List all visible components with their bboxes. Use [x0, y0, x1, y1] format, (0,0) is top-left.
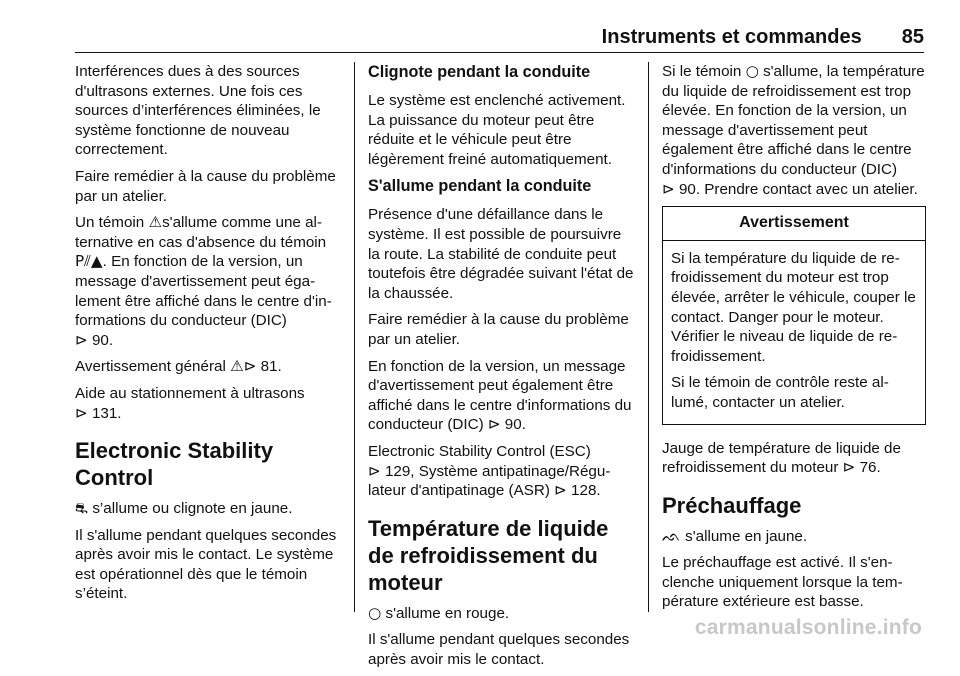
paragraph: Si le témoin ○ s'allume, la température du liquide de refroidissement est trop élevée. En fonction de la version, un message d'avertissement peut également être affiché dans le centre d'informations du conducteur (DIC) ⊳ 90. Prendre contact avec un atelier.	[662, 62, 925, 198]
page-reference[interactable]: ⊳ 128.	[554, 482, 601, 500]
warning-box-body	[663, 241, 925, 424]
glow-plug-icon: ᨒ	[662, 526, 681, 545]
paragraph: Un témoin ⚠s'allume comme une alternative en cas d'absence du témoin P⫽▲. En fonction de la version, un message d'avertissement peut également être affiché dans le centre d'informations du conducteur (DIC) ⊳ 90.	[75, 213, 332, 349]
warning-box	[662, 206, 926, 424]
paragraph: Il s'allume pendant quelques secondes après avoir mis le contact.	[368, 631, 630, 668]
column-2	[368, 62, 634, 676]
paragraph: ᨒ s'allume en jaune.	[662, 526, 808, 545]
coolant-temperature-icon: ○	[368, 603, 382, 622]
column-divider	[354, 62, 355, 612]
section-heading: Préchauffage	[662, 492, 802, 518]
coolant-temperature-icon: ○	[745, 62, 759, 80]
page-header	[75, 26, 924, 53]
paragraph: En fonction de la version, un message d'avertissement peut également être affiché dans le centre d'informations du conducteur (DIC) ⊳ 90.	[368, 357, 632, 434]
paragraph: Avertissement général ⚠⊳ 81.	[75, 357, 282, 376]
paragraph: Si la température du liquide de refroidissement du moteur est trop élevée, arrêter le véhicule, couper le contact. Danger pour le moteur. Vérifier le niveau de liquide de refroidissement.	[671, 249, 916, 365]
chapter-title: Instruments et commandes	[601, 26, 862, 48]
watermark: carmanualsonline.info	[694, 616, 922, 639]
warning-box-title: Avertissement	[663, 207, 925, 241]
column-1	[75, 62, 343, 611]
paragraph: Jauge de température de liquide de refroidissement du moteur ⊳ 76.	[662, 439, 901, 477]
paragraph: Présence d'une défaillance dans le système. Il est possible de poursuivre la route. La stabilité de conduite peut toutefois être dégradée suivant l'état de la chaussée.	[368, 206, 634, 302]
esc-skid-car-icon: ⛐	[75, 499, 89, 518]
page-reference[interactable]: ⊳ 76.	[842, 459, 881, 477]
paragraph: Le système est enclenché activement. La puissance du moteur peut être réduite et le véhicule peut être légèrement freiné automatiquement.	[368, 92, 626, 168]
paragraph: Faire remédier à la cause du problème par un atelier.	[75, 167, 336, 205]
paragraph: Le préchauffage est activé. Il s'enclenche uniquement lorsque la température extérieure est basse.	[662, 554, 903, 611]
paragraph: Il s'allume pendant quelques secondes après avoir mis le contact. Le système est opérationnel dès que le témoin s’éteint.	[75, 526, 337, 603]
subsection-heading: Clignote pendant la conduite	[368, 63, 591, 81]
subsection-heading: S'allume pendant la conduite	[368, 177, 592, 196]
section-heading: Electronic Stability Control	[75, 438, 274, 491]
section-heading: Température de liquide de refroidissement du moteur	[368, 515, 609, 595]
page-reference[interactable]: ⊳ 90. Prendre contact avec un atelier.	[662, 180, 918, 198]
page-number: 85	[901, 26, 924, 48]
parking-sensor-icon: P⫽▲	[75, 252, 103, 271]
page-reference[interactable]: ⊳ 131.	[75, 404, 122, 422]
paragraph: Si le témoin de contrôle reste allumé, contacter un atelier.	[671, 374, 889, 411]
column-divider	[648, 62, 649, 612]
paragraph: Interférences dues à des sources d'ultrasons externes. Une fois ces sources d’interférences éliminées, le système fonctionne de nouveau correctement.	[75, 63, 321, 159]
paragraph: Aide au stationnement à ultrasons ⊳ 131.	[75, 384, 305, 422]
paragraph: ○ s'allume en rouge.	[368, 603, 510, 622]
paragraph: Electronic Stability Control (ESC) ⊳ 129, Système antipatinage/Régulateur d'antipatinage (ASR) ⊳ 128.	[368, 442, 611, 500]
paragraph: Faire remédier à la cause du problème par un atelier.	[368, 311, 629, 348]
column-3	[662, 62, 926, 619]
paragraph: ⛐ s’allume ou clignote en jaune.	[75, 499, 293, 518]
page-reference[interactable]: ⊳ 90.	[75, 331, 114, 349]
warning-triangle-icon: ⚠	[230, 357, 244, 376]
page-reference[interactable]: ⊳ 129, Système antipatinage/Régulateur d'antipatinage (ASR)	[368, 462, 611, 500]
page-reference[interactable]: ⊳ 90.	[487, 416, 526, 434]
page-reference[interactable]: ⊳ 81.	[243, 358, 282, 376]
warning-triangle-icon: ⚠	[148, 213, 163, 232]
